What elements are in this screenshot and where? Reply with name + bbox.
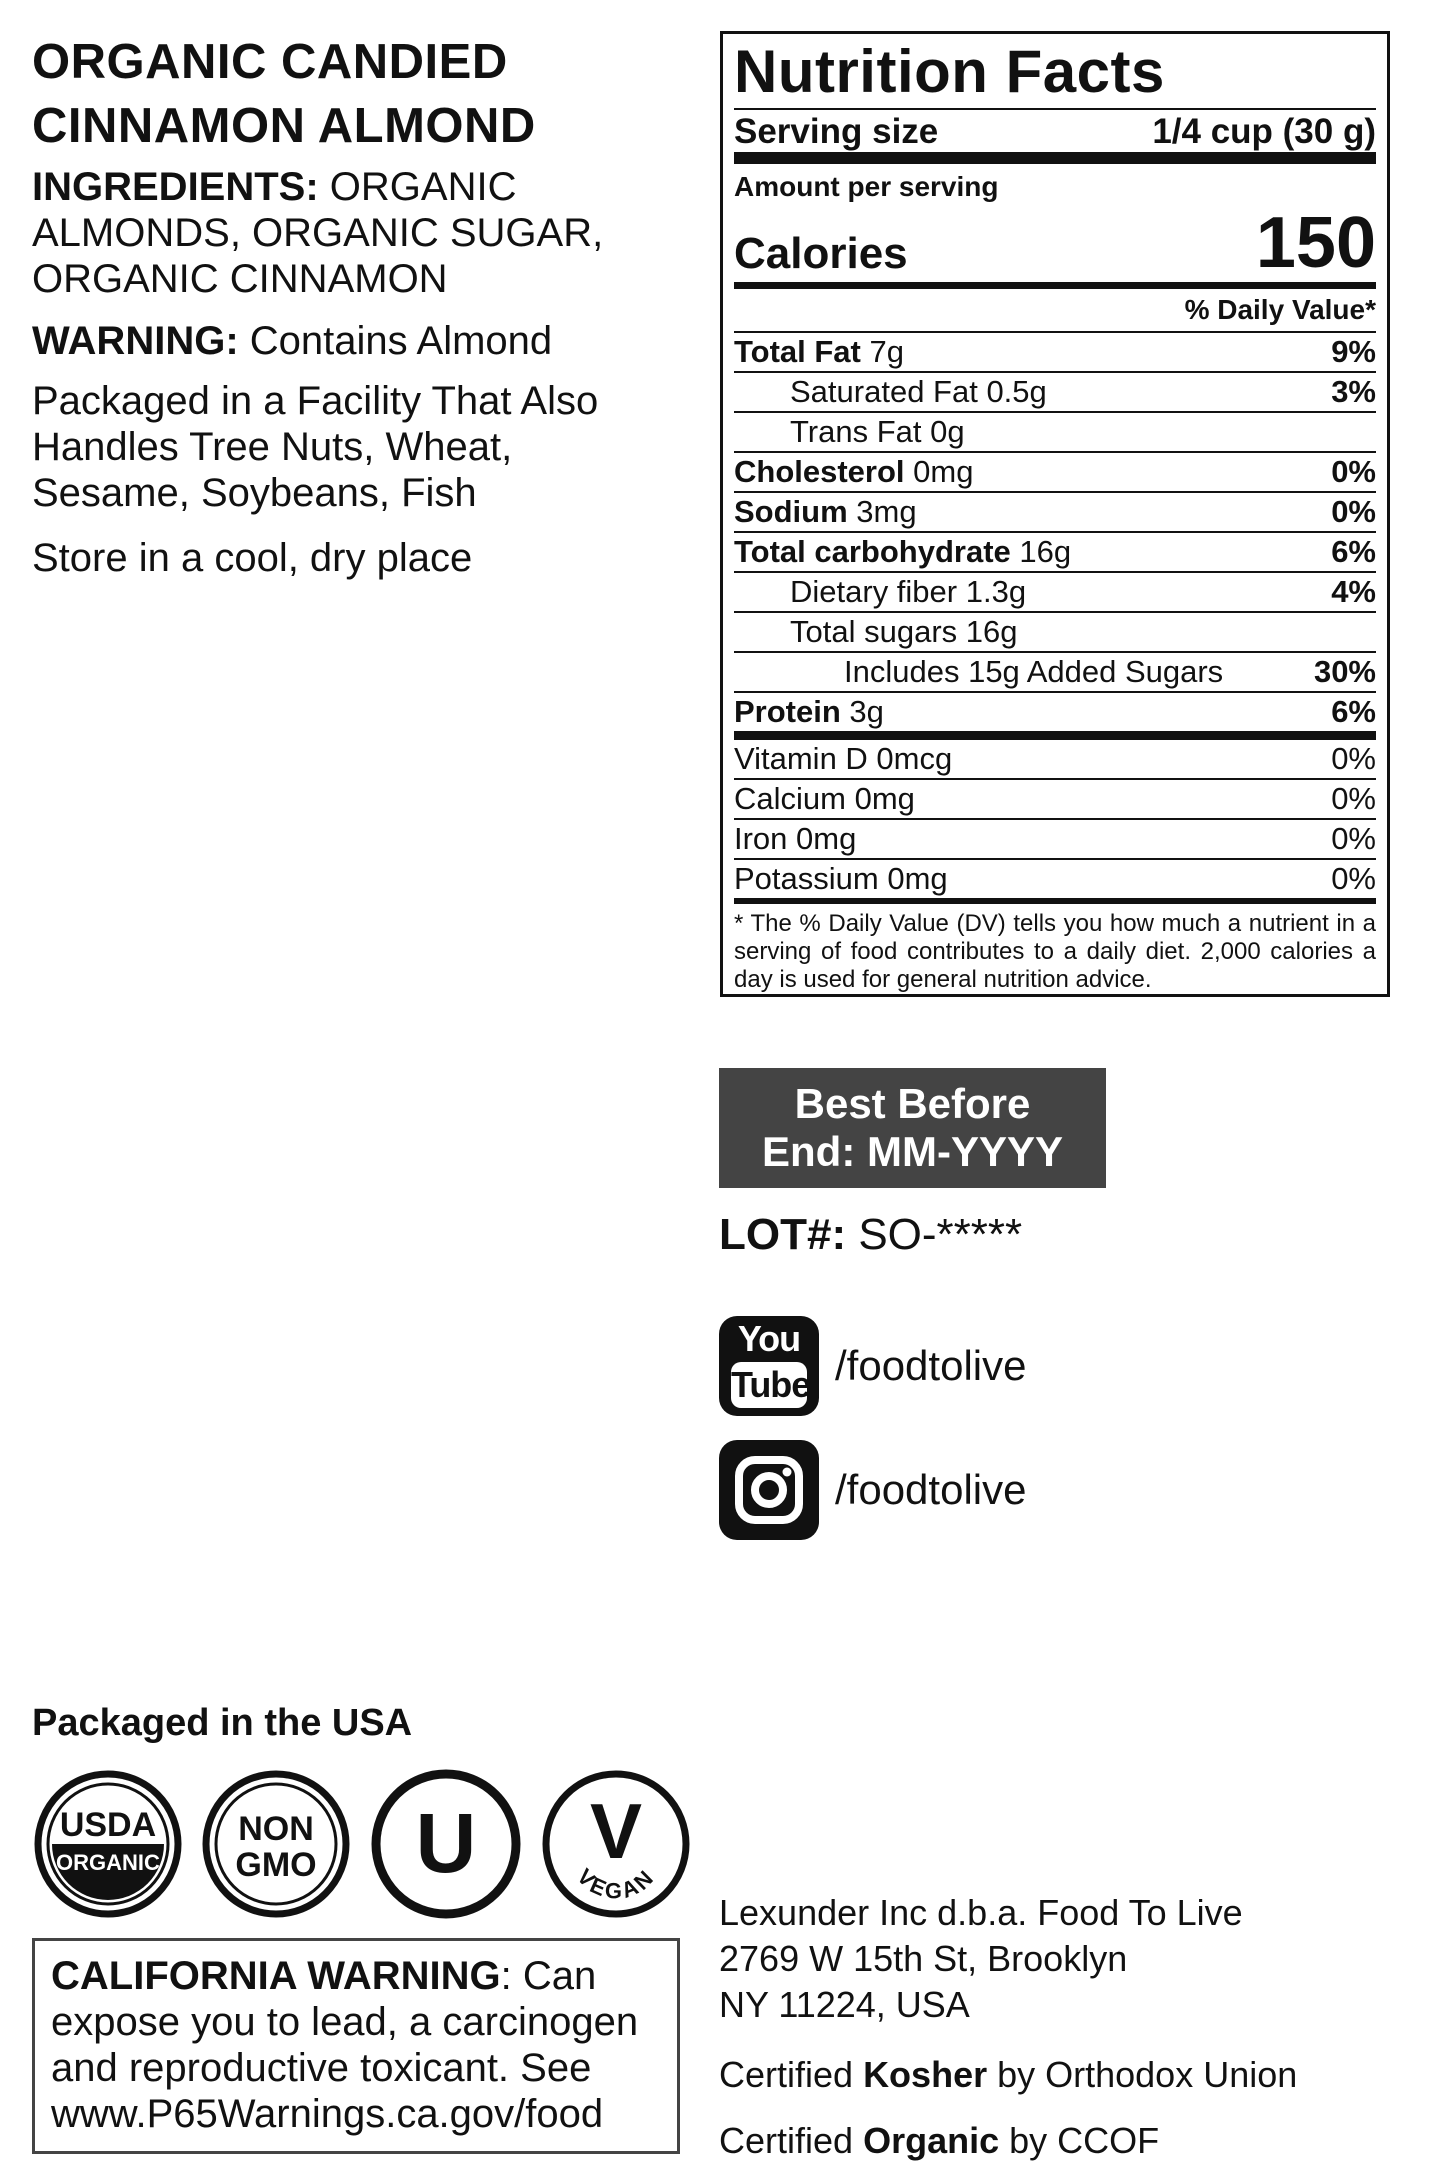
instagram-link[interactable] (719, 1440, 1026, 1540)
nutrient-name: Total Fat (734, 334, 861, 369)
california-warning-label: CALIFORNIA WARNING (51, 1954, 501, 1998)
nutrient-name: Includes 15g Added Sugars (844, 654, 1224, 689)
kosher-suffix: by Orthodox Union (987, 2054, 1298, 2095)
calories-label: Calories (734, 229, 908, 278)
nutrient-row-saturated-fat (734, 373, 1376, 413)
nutrient-percent: 0% (1331, 494, 1376, 529)
company-line-3: NY 11224, USA (719, 1984, 970, 2025)
amount-per-serving: Amount per serving (734, 171, 999, 202)
instagram-icon[interactable] (719, 1440, 819, 1540)
non-gmo-badge (200, 1768, 352, 1920)
organic-certification (719, 2118, 1159, 2164)
nutrient-amount: 7g (860, 334, 904, 369)
nutrient-percent: 9% (1331, 334, 1376, 369)
ingredients (32, 164, 672, 302)
organic-suffix: by CCOF (999, 2120, 1160, 2161)
company-line-2: 2769 W 15th St, Brooklyn (719, 1938, 1128, 1979)
vitamin-name: Potassium 0mg (734, 861, 948, 896)
nutrient-percent: 3% (1331, 374, 1376, 409)
nutrient-row-total-sugars (734, 613, 1376, 653)
nutrient-percent: 6% (1331, 534, 1376, 569)
vitamin-percent: 0% (1331, 741, 1376, 776)
nutrient-name: Saturated Fat 0.5g (790, 374, 1047, 409)
title-line-2: CINNAMON ALMOND (32, 99, 536, 153)
kosher-prefix: Certified (719, 2054, 864, 2095)
lot-number (719, 1210, 1022, 1260)
product-title (32, 30, 672, 158)
storage-instructions: Store in a cool, dry place (32, 536, 473, 580)
usda-text: USDA (59, 1806, 157, 1844)
vitamin-name: Calcium 0mg (734, 781, 915, 816)
company-line-1: Lexunder Inc d.b.a. Food To Live (719, 1892, 1243, 1933)
ingredients-text: ORGANIC ALMONDS, ORGANIC SUGAR, ORGANIC CINNAMON (32, 165, 604, 301)
youtube-icon-text-top: You (737, 1318, 801, 1359)
vitamin-row-calcium (734, 780, 1376, 820)
lot-value: SO-***** (846, 1210, 1023, 1259)
nutrient-row-added-sugars (734, 653, 1376, 693)
vitamin-row-vitamin-d (734, 740, 1376, 780)
vitamin-name: Iron 0mg (734, 821, 857, 856)
facility-notice: Packaged in a Facility That Also Handles Tree Nuts, Wheat, Sesame, Soybeans, Fish (32, 379, 599, 515)
youtube-link[interactable] (719, 1316, 1026, 1416)
nutrient-amount: 3g (840, 694, 884, 729)
nutrient-amount: 16g (1010, 534, 1072, 569)
nutrient-row-total-fat (734, 333, 1376, 373)
country-of-packaging: Packaged in the USA (32, 1702, 413, 1744)
calories-value: 150 (1255, 203, 1376, 283)
nutrient-percent: 30% (1313, 654, 1376, 689)
instagram-handle[interactable]: /foodtolive (835, 1466, 1027, 1513)
nutrient-name: Cholesterol (734, 454, 905, 489)
vitamin-percent: 0% (1331, 861, 1376, 896)
nutrient-name: Sodium (734, 494, 848, 529)
lot-label: LOT#: (719, 1210, 847, 1259)
warning-label: WARNING: (32, 319, 239, 363)
organic-prefix: Certified (719, 2120, 864, 2161)
best-before-box (719, 1068, 1106, 1188)
serving-size-row (734, 108, 1376, 164)
california-prop65-warning (32, 1938, 680, 2154)
non-text: NON (238, 1810, 314, 1848)
daily-value-footnote: * The % Daily Value (DV) tells you how much a nutrient in a serving of food contributes to a daily diet. 2,000 calories a day is used for general nutrition advice. (734, 910, 1376, 993)
daily-value-header: % Daily Value* (734, 289, 1376, 333)
vitamin-row-iron (734, 820, 1376, 860)
nutrient-amount: 0mg (904, 454, 974, 489)
organic-word: Organic (863, 2120, 1000, 2161)
u-letter: U (415, 1796, 477, 1890)
company-address (719, 1890, 1243, 2028)
kosher-certification (719, 2052, 1297, 2098)
gmo-text: GMO (235, 1846, 317, 1884)
nutrient-name: Dietary fiber 1.3g (790, 574, 1027, 609)
nutrient-row-protein (734, 693, 1376, 740)
nutrient-name: Trans Fat 0g (790, 414, 965, 449)
organic-text: ORGANIC (56, 1850, 160, 1875)
nutrient-row-cholesterol (734, 453, 1376, 493)
vegan-badge (540, 1768, 692, 1920)
serving-size-label: Serving size (734, 112, 939, 151)
nutrient-name: Total sugars 16g (790, 614, 1018, 649)
nutrient-name: Protein (734, 694, 841, 729)
youtube-icon-text-bottom: Tube (731, 1362, 807, 1408)
vegan-text: VEGAN (572, 1863, 660, 1904)
allergen-warning (32, 318, 672, 364)
nutrient-amount: 3mg (847, 494, 917, 529)
warning-text: Contains Almond (238, 319, 553, 363)
title-line-1: ORGANIC CANDIED (32, 35, 508, 89)
nutrient-percent: 0% (1331, 454, 1376, 489)
nutrition-facts-panel (720, 31, 1390, 997)
ingredients-label: INGREDIENTS: (32, 165, 319, 209)
usda-organic-badge (32, 1768, 184, 1920)
nutrient-name: Total carbohydrate (734, 534, 1011, 569)
ou-kosher-badge (370, 1768, 522, 1920)
best-before-line-1: Best Before (794, 1080, 1031, 1127)
california-warning-text: : Can expose you to lead, a carcinogen and reproductive toxicant. See www.P65Warnings.ca.gov/food (51, 1954, 639, 2136)
kosher-word: Kosher (863, 2054, 988, 2095)
nutrient-row-dietary-fiber (734, 573, 1376, 613)
nutrient-row-sodium (734, 493, 1376, 533)
vitamin-percent: 0% (1331, 781, 1376, 816)
best-before-line-2: End: MM-YYYY (762, 1128, 1063, 1175)
serving-size-value: 1/4 cup (30 g) (1152, 112, 1376, 151)
nutrient-percent: 6% (1331, 694, 1376, 729)
v-letter: V (589, 1787, 643, 1875)
vitamin-percent: 0% (1331, 821, 1376, 856)
calories-row (734, 204, 1376, 289)
vitamin-row-potassium (734, 860, 1376, 904)
nutrition-title: Nutrition Facts (734, 38, 1165, 105)
nutrient-row-trans-fat (734, 413, 1376, 453)
youtube-icon[interactable] (719, 1316, 819, 1416)
nutrient-row-total-carbohydrate (734, 533, 1376, 573)
youtube-handle[interactable]: /foodtolive (835, 1342, 1027, 1389)
nutrient-percent: 4% (1331, 574, 1376, 609)
vitamin-name: Vitamin D 0mcg (734, 741, 953, 776)
